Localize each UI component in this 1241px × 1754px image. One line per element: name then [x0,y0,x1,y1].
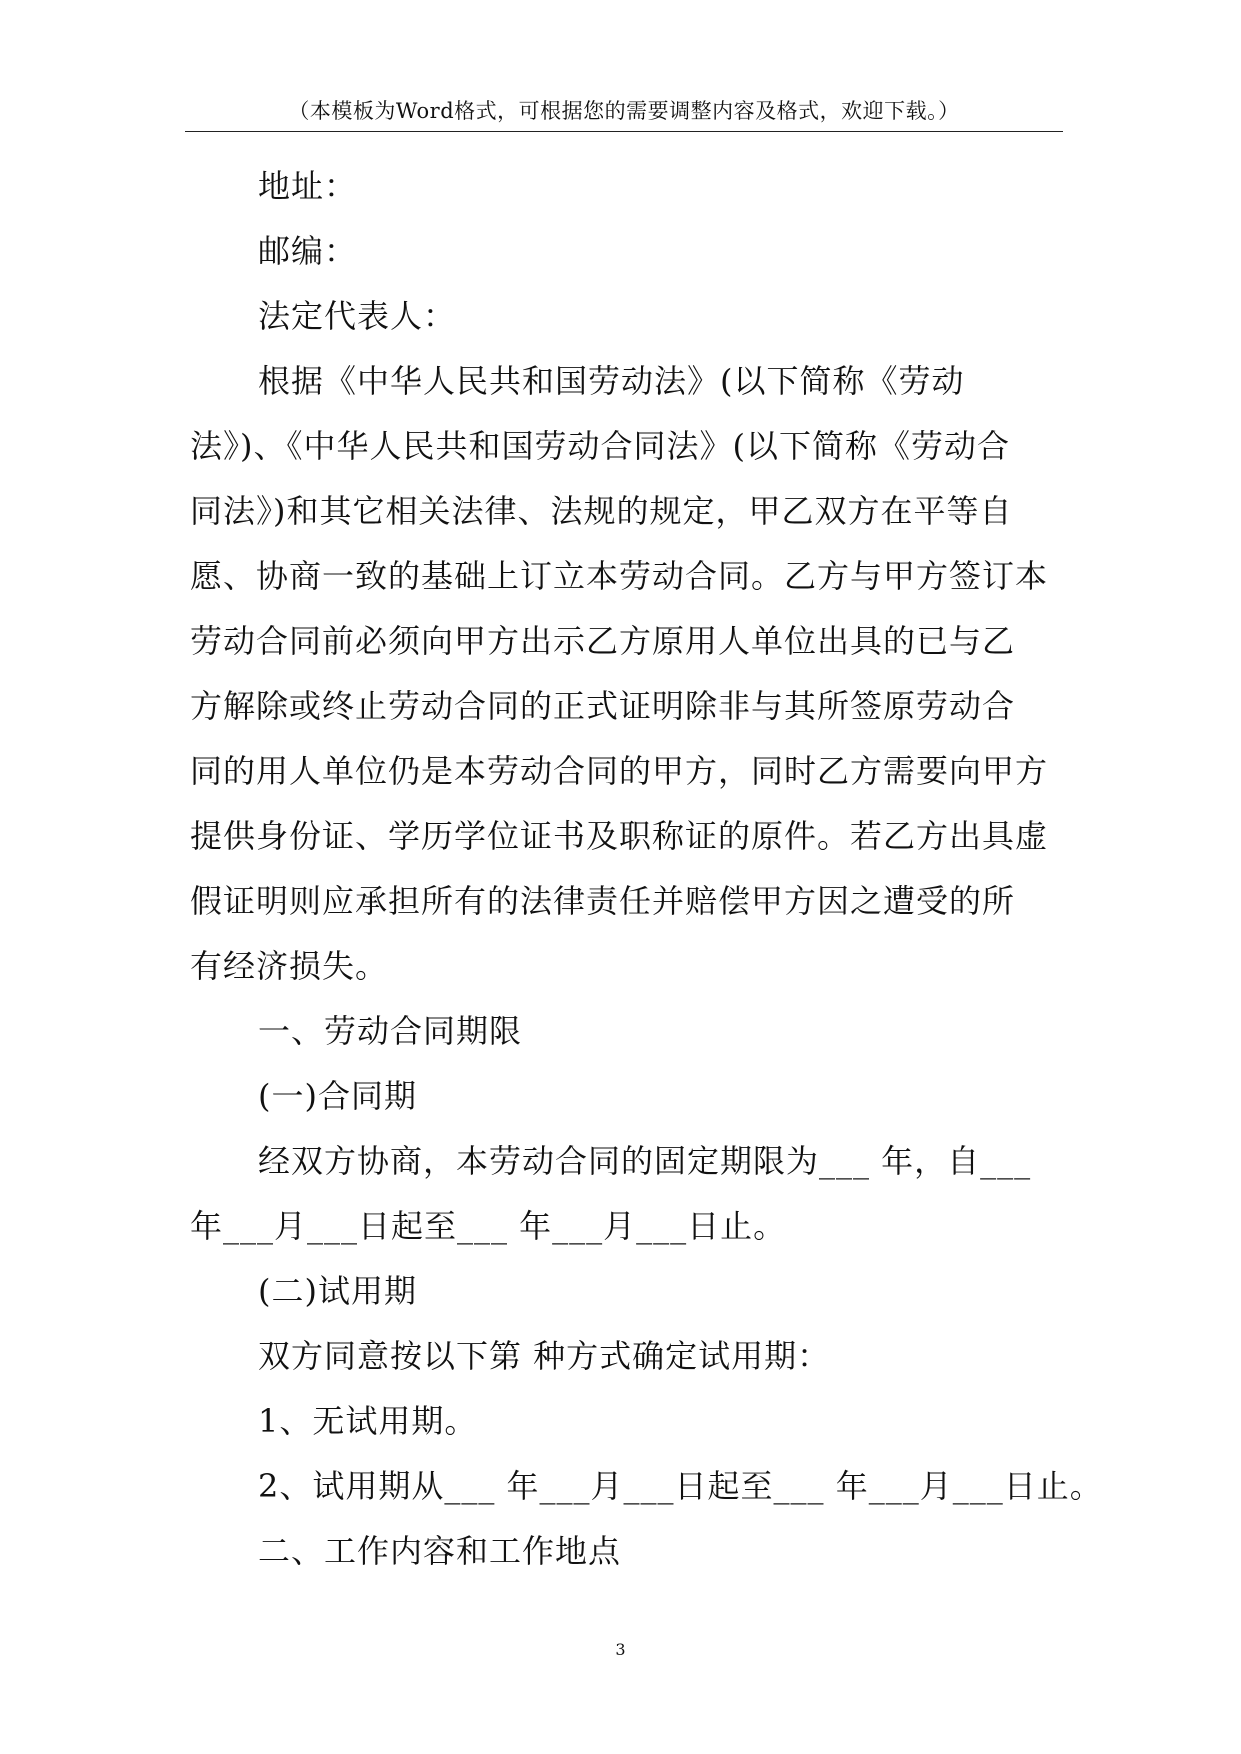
paragraph-line: 经双方协商，本劳动合同的固定期限为___ 年，自___ [258,1142,1032,1180]
template-note-header: （本模板为Word格式，可根据您的需要调整内容及格式，欢迎下载。） [288,99,960,123]
paragraph-line: 双方同意按以下第 种方式确定试用期： [258,1337,831,1375]
section-heading-work-content: 二、工作内容和工作地点 [258,1532,622,1570]
paragraph-line: 有经济损失。 [190,947,389,985]
address-label: 地址： [258,167,358,205]
page-number: 3 [615,1640,626,1659]
subsection-heading-contract-period: (一)合同期 [258,1077,417,1115]
contract-body [190,154,1103,1584]
section-heading-term: 一、劳动合同期限 [258,1012,523,1050]
legal-representative-label: 法定代表人： [258,297,457,335]
paragraph-line: 同的用人单位仍是本劳动合同的甲方，同时乙方需要向甲方 [190,752,1049,790]
paragraph-line: 假证明则应承担所有的法律责任并赔偿甲方因之遭受的所 [190,882,1016,920]
header-divider [185,131,1063,132]
paragraph-line: 同法》)和其它相关法律、法规的规定，甲乙双方在平等自 [190,492,1013,530]
postcode-label: 邮编： [258,232,358,270]
paragraph-line: 提供身份证、学历学位证书及职称证的原件。若乙方出具虚 [190,817,1049,855]
paragraph-line: 年___月___日起至___ 年___月___日止。 [190,1207,787,1245]
paragraph-line: 根据《中华人民共和国劳动法》(以下简称《劳动 [258,362,965,400]
paragraph-line: 愿、协商一致的基础上订立本劳动合同。乙方与甲方签订本 [190,557,1049,595]
list-item: 1、无试用期。 [258,1402,478,1440]
list-item: 2、试用期从___ 年___月___日起至___ 年___月___日止。 [258,1467,1103,1505]
subsection-heading-probation: (二)试用期 [258,1272,417,1310]
paragraph-line: 劳动合同前必须向甲方出示乙方原用人单位出具的已与乙 [190,622,1016,660]
paragraph-line: 方解除或终止劳动合同的正式证明除非与其所签原劳动合 [190,687,1016,725]
paragraph-line: 法》)、《中华人民共和国劳动合同法》(以下简称《劳动合 [190,427,1010,465]
